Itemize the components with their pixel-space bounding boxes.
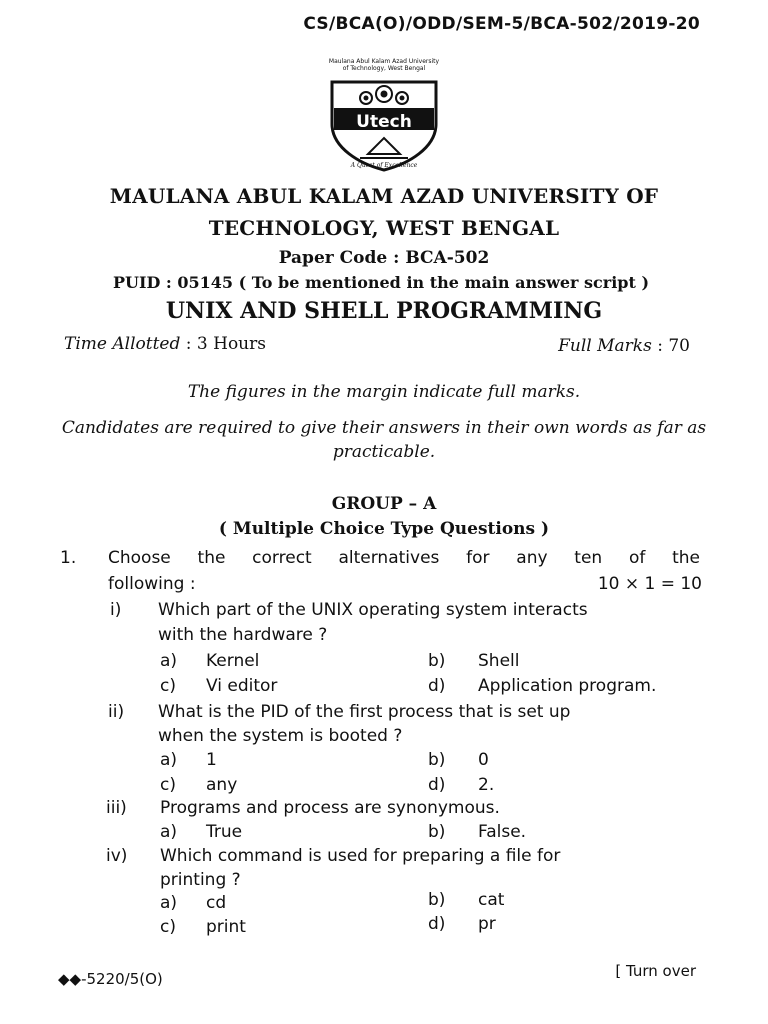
option-label: b): [428, 890, 446, 910]
option-label: b): [428, 822, 446, 842]
full-marks: [558, 336, 690, 356]
instruction-margin-marks: The figures in the margin indicate full marks.: [187, 382, 581, 402]
option-text: False.: [478, 822, 527, 842]
option-label: c): [160, 775, 176, 795]
option-text: 1: [206, 750, 217, 770]
time-label: Time Allotted: [64, 334, 181, 354]
option-text: 2.: [478, 775, 495, 795]
subquestion-text: printing ?: [160, 870, 241, 890]
subquestion-text: What is the PID of the first process that is set up: [158, 702, 571, 722]
paper-code: Paper Code : BCA-502: [278, 248, 490, 268]
university-name-line2: TECHNOLOGY, WEST BENGAL: [208, 216, 560, 240]
subquestion-text: Which command is used for preparing a file for: [160, 846, 561, 866]
option-label: a): [160, 822, 178, 842]
subquestion-text: Which part of the UNIX operating system interacts: [158, 600, 588, 620]
option-label: c): [160, 917, 176, 937]
footer-code: [58, 970, 163, 988]
option-text: 0: [478, 750, 489, 770]
question-text-line1: Choose the correct alternatives for any ten of the: [108, 548, 700, 568]
logo-caption-line1: Maulana Abul Kalam Azad University: [328, 58, 440, 65]
option-label: a): [160, 893, 178, 913]
option-text: Vi editor: [206, 676, 278, 696]
option-text: True: [206, 822, 243, 842]
paper-header-code: CS/BCA(O)/ODD/SEM-5/BCA-502/2019-20: [303, 14, 700, 34]
option-text: Application program.: [478, 676, 657, 696]
group-title: GROUP – A: [331, 494, 437, 514]
option-text: cat: [478, 890, 505, 910]
option-label: c): [160, 676, 176, 696]
question-text-line2: following :: [108, 574, 196, 594]
time-allotted: [64, 334, 266, 354]
subquestion-text: when the system is booted ?: [158, 726, 403, 746]
subquestion-text: with the hardware ?: [158, 625, 328, 645]
option-label: a): [160, 750, 178, 770]
subquestion-number: ii): [108, 702, 125, 722]
subquestion-number: iv): [106, 846, 128, 866]
option-label: b): [428, 651, 446, 671]
option-label: d): [428, 914, 446, 934]
logo-text: Utech: [356, 112, 412, 132]
option-text: cd: [206, 893, 227, 913]
question-marks: 10 × 1 = 10: [597, 574, 702, 594]
footer-code-text: 5220/5(O): [86, 970, 163, 988]
question-number: 1.: [60, 548, 77, 568]
option-text: print: [206, 917, 246, 937]
puid-line: PUID : 05145 ( To be mentioned in the main answer script ): [112, 273, 650, 292]
subject-title: UNIX AND SHELL PROGRAMMING: [165, 298, 603, 324]
subquestion-number: i): [110, 600, 122, 620]
university-logo: [318, 58, 450, 178]
option-text: any: [206, 775, 238, 795]
time-value: : 3 Hours: [185, 334, 266, 354]
option-text: Shell: [478, 651, 520, 671]
option-label: a): [160, 651, 178, 671]
option-text: Kernel: [206, 651, 260, 671]
turn-over-note: [ Turn over: [615, 962, 696, 980]
university-name-line1: MAULANA ABUL KALAM AZAD UNIVERSITY OF: [109, 184, 659, 208]
logo-motto: A Quest of Excellence: [350, 162, 418, 169]
option-label: d): [428, 676, 446, 696]
option-text: pr: [478, 914, 496, 934]
marks-label: Full Marks: [558, 336, 652, 356]
group-subtitle: ( Multiple Choice Type Questions ): [218, 519, 550, 539]
instruction-own-words: Candidates are required to give their answers in their own words as far as practicable.: [61, 418, 707, 462]
marks-value: : 70: [657, 336, 690, 356]
subquestion-number: iii): [106, 798, 127, 818]
option-label: d): [428, 775, 446, 795]
option-label: b): [428, 750, 446, 770]
double-diamond-icon: ◆◆-: [58, 970, 87, 988]
logo-caption-line2: of Technology, West Bengal: [342, 65, 426, 72]
subquestion-text: Programs and process are synonymous.: [160, 798, 500, 818]
